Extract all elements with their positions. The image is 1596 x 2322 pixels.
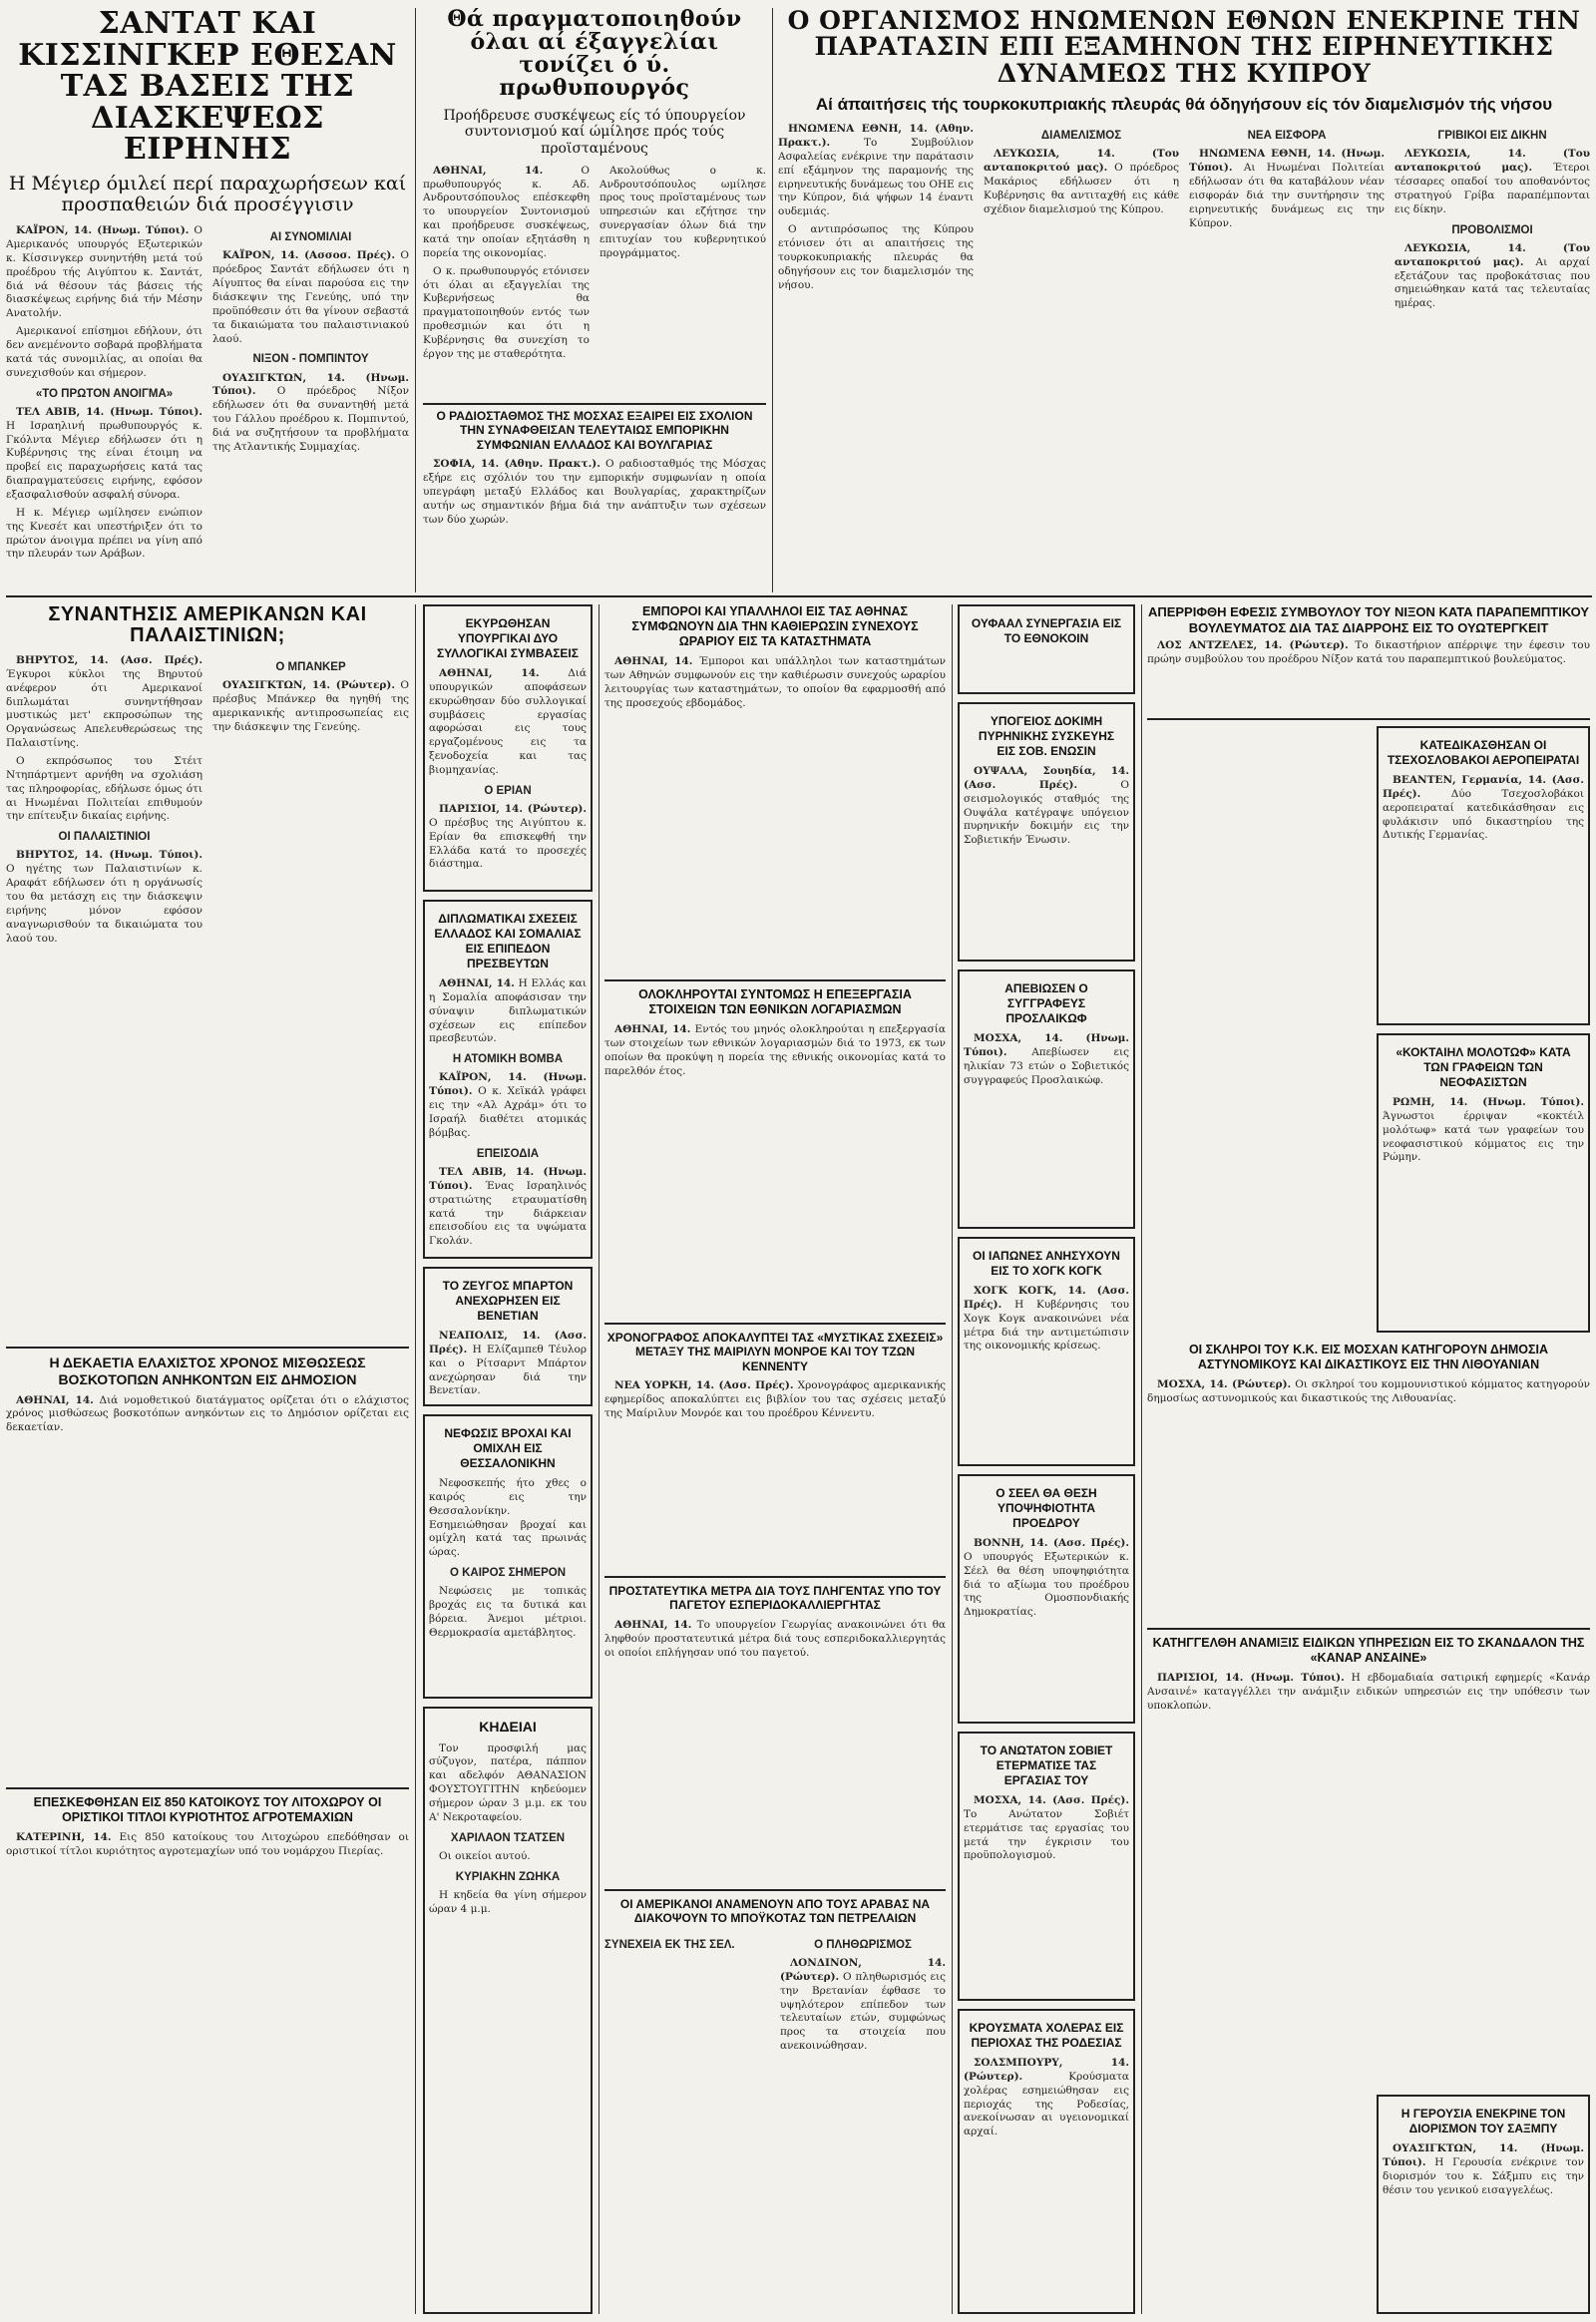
lead-headline: ΣΑΝΤΑΤ ΚΑΙ ΚΙΣΣΙΝΓΚΕΡ ΕΘΕΣΑΝ ΤΑΣ ΒΑΣΕΙΣ ΤΗΣ ΔΙΑΣΚΕΨΕΩΣ ΕΙΡΗΝΗΣ — [18, 8, 397, 167]
frost-headline: ΠΡΟΣΤΑΤΕΥΤΙΚΑ ΜΕΤΡΑ ΔΙΑ ΤΟΥΣ ΠΛΗΓΕΝΤΑΣ ΥΠΟ ΤΟΥ ΠΑΓΕΤΟΥ ΕΣΠΕΡΙΔΟΚΑΛΛΙΕΡΓΗΤΑΣ — [608, 1584, 942, 1613]
box-headline: ΟΙ ΙΑΠΩΝΕΣ ΑΝΗΣΥΧΟΥΝ ΕΙΣ ΤΟ ΧΟΓΚ ΚΟΓΚ — [973, 1249, 1120, 1278]
box-headline: ΚΡΟΥΣΜΑΤΑ ΧΟΛΕΡΑΣ ΕΙΣ ΠΕΡΙΟΧΑΣ ΤΗΣ ΡΟΔΕΣΙΑΣ — [969, 2021, 1124, 2050]
box-ufaal — [958, 604, 1135, 694]
column-rule — [598, 604, 599, 2314]
dateline: ΑΘΗΝΑΙ, 14. — [439, 667, 540, 679]
body-text: Αι αρχαί εξετάζουν τας προβοκάτσιας που σημειώθηκαν κατά τας τελευταίας ημέρας. — [1395, 255, 1590, 310]
section-heading: ΣΥΝΕΧΕΙΑ ΕΚ ΤΗΣ ΣΕΛ. — [604, 1938, 735, 1951]
story-lithuania — [1147, 1343, 1590, 1622]
body-text: Η Ελίζαμπεθ Τέυλορ και ο Ρίτσαρντ Μπάρτον ανεχώρησαν διά την Βενετίαν. — [429, 1343, 587, 1397]
body-text: Ο αντιπρόσωπος της Κύπρου ετόνισεν ότι αι απαιτήσεις της τουρκοκυπριακής πλευράς θα οδηγήσουν εις τον διαμελισμόν της νήσου. — [778, 223, 974, 291]
body-text: Ένας Ισραηλινός στρατιώτης ετραυματίσθη κατά την διάρκειαν επεισοδίου εις τα υψώματα Γκολάν. — [429, 1179, 587, 1248]
body-text: Το υπουργείον Γεωργίας ανακοινώνει ότι θα ληφθούν προστατευτικά μέτρα διά τους εσπεριδοκαλλιεργητάς οι οποίοι επλήγησαν υπό του παγετού. — [604, 1618, 946, 1659]
body-text: Αι Ηνωμέναι Πολιτείαι εδήλωσαν ότι θα καταβάλουν νέαν εισφοράν διά την συντήρησιν της ειρηνευτικής δυνάμεως εις την Κύπρον. — [1189, 162, 1385, 229]
body-text: Ο πρόεδρος Νίξον εδήλωσεν ότι θα συναντηθή μετά του Γάλλου προέδρου κ. Πομπιντού, διά να συζητήσουν τα προβλήματα της Ατλαντικής Συμμαχίας. — [212, 385, 409, 453]
column-rule — [415, 604, 416, 2314]
body-text: Ο Αμερικανός υπουργός Εξωτερικών κ. Κίσσινγκερ συνηντήθη μετά τού προέδρου τής Αιγύπτου κ. Σαντάτ, διά νά θέσουν τάς βάσεις τής διασκέψεως ειρήνης διά τήν Μέσην Ανατολήν. — [6, 224, 202, 320]
section-heading: «ΤΟ ΠΡΩΤΟΝ ΑΝΟΙΓΜΑ» — [35, 387, 174, 400]
litochoro-headline: ΕΠΕΣΚΕΦΘΗΣΑΝ ΕΙΣ 850 ΚΑΤΟΙΚΟΥΣ ΤΟΥ ΛΙΤΟΧΩΡΟΥ ΟΙ ΟΡΙΣΤΙΚΟΙ ΤΙΤΛΟΙ ΚΥΡΙΟΤΗΤΟΣ ΑΓΡΟΤΕΜΑΧΙΩΝ — [33, 1795, 382, 1824]
section-rule — [6, 595, 1592, 597]
body-text: Έμποροι και υπάλληλοι των καταστημάτων των Αθηνών συμφωνούν εις την καθιέρωσιν συνεχούς ωραρίου λειτουργίας των καταστημάτων, το οποίον θα εφαρμοσθή από της προσεχούς εβδομάδος. — [604, 655, 946, 709]
body-text: Η κ. Μέγιερ ωμίλησεν ενώπιον της Κνεσέτ και υπεστήριξεν ότι το πρώτον άνοιγμα πρέπει να γίνη από την πλευράν των Αράβων. — [6, 506, 202, 561]
dateline: ΚΑΪΡΟΝ, 14. (Ασσοσ. Πρές). — [222, 249, 396, 262]
dateline: ΟΥΨΑΛΑ, Σουηδία, 14. (Ασσ. Πρές). — [964, 765, 1129, 791]
body-text: Κρούσματα χολέρας εσημειώθησαν εις περιοχάς της Ροδεσίας, ανεκοίνωσαν αι υγειονομικαί αρχαί. — [964, 2070, 1129, 2138]
section-heading: ΝΙΞΟΝ - ΠΟΜΠΙΝΤΟΥ — [252, 353, 369, 366]
body-text: Ο εκπρόσωπος του Στέιτ Ντηπάρτμεντ αρνήθη να σχολιάση τας πληροφορίας, εδήλωσε όμως ότι αι Ηνωμέναι Πολιτείαι επιθυμούν την επίτευξιν δικαίας ειρήνης. — [6, 755, 202, 823]
palestinians-headline: ΣΥΝΑΝΤΗΣΙΣ ΑΜΕΡΙΚΑΝΩΝ ΚΑΙ ΠΑΛΑΙΣΤΙΝΙΩΝ; — [48, 604, 367, 646]
box-supreme-soviet — [958, 1732, 1135, 2001]
section-heading: ΟΙ ΠΑΛΑΙΣΤΙΝΙΟΙ — [58, 831, 151, 844]
dateline: ΠΑΡΙΣΙΟΙ, 14. (Ρώυτερ). — [439, 803, 587, 816]
box-burton-couple — [423, 1267, 593, 1406]
body-text: Ο πρωθυπουργός κ. Αδ. Ανδρουτσόπουλος επέσκεφθη το υπουργείον Συντονισμού και προήδρευσε συσκέψεως, κατά την οποίαν εξητάσθη η πορεία της οικονομίας. — [423, 164, 590, 259]
story-monroe-kennedy — [604, 1331, 946, 1570]
section-rule — [604, 1576, 946, 1578]
dateline: ΑΘΗΝΑΙ, 14. — [16, 1393, 94, 1406]
section-heading: Ο ΕΡΙΑΝ — [484, 784, 532, 797]
un-headline: Ο ΟΡΓΑΝΙΣΜΟΣ ΗΝΩΜΕΝΩΝ ΕΘΝΩΝ ΕΝΕΚΡΙΝΕ ΤΗΝ ΠΑΡΑΤΑΣΙΝ ΕΠΙ ΕΞΑΜΗΝΟΝ ΤΗΣ ΕΙΡΗΝΕΥΤΙΚΗΣ ΔΥΝΑΜΕΩΣ ΤΗΣ ΚΥΠΡΟΥ — [787, 8, 1581, 88]
story-canard-enchaine — [1147, 1636, 1590, 2085]
pm-subhead: Προήδρευσε συσκέψεως είς τό ύπουργείον συντονισμού καί ώμίλησε πρός τούς προϊσταμένους — [443, 108, 746, 157]
story-moscow-radio — [423, 409, 766, 593]
dateline: ΚΑΪΡΟΝ, 14. (Ηνωμ. Τύποι). — [16, 224, 190, 237]
body-text: Νεφοσκεπής ήτο χθες ο καιρός εις την Θεσσαλονίκην. Εσημειώθησαν βροχαί και ομίχλη κατά τας πρωινάς ώρας. — [429, 1477, 587, 1559]
section-rule — [1147, 718, 1590, 720]
dateline: ΒΗΡΥΤΟΣ, 14. (Ασσ. Πρές). — [16, 654, 202, 666]
box-molotov — [1377, 1033, 1590, 1333]
box-headline: ΑΠΕΒΙΩΣΕΝ Ο ΣΥΓΓΡΑΦΕΥΣ ΠΡΟΣΛΑΙΚΩΦ — [1004, 981, 1088, 1025]
un-subhead: Αί άπαιτήσεις τής τουρκοκυπριακής πλευράς θά όδηγήσουν είς τόν διαμελισμόν τής νήσου — [815, 94, 1553, 114]
body-text: Η Ισραηλινή πρωθυπουργός κ. Γκόλντα Μέγιερ εδήλωσεν ότι η Κυβέρνησις της είναι έτοιμη να προβεί εις παραχωρήσεις κατά τας διαπραγματεύσεις ειρήνης, εφόσον εξασφαλισθούν ασφαλή σύνορα. — [6, 419, 202, 501]
body-text: Εις 850 κατοίκους του Λιτοχώρου επεδόθησαν οι οριστικοί τίτλοι κυριότητος αγροτεμαχίων υπό του νομάρχου Πιερίας. — [6, 1831, 409, 1857]
dateline: ΛΕΥΚΩΣΙΑ, 14. (Του ανταποκριτού μας). — [1395, 241, 1590, 268]
box-scheel — [958, 1474, 1135, 1724]
box-hong-kong — [958, 1237, 1135, 1466]
body-text: Δύο Τσεχοσλοβάκοι αεροπειραταί κατεδικάσθησαν εις φυλάκισιν υπό δικαστηρίου της Δυτικής Γερμανίας. — [1383, 787, 1584, 842]
body-text: Άγνωστοι έρριψαν «κοκτέιλ μολότωφ» κατά των γραφείων του νεοφασιστικού κόμματος εις την Ρώμην. — [1383, 1109, 1584, 1164]
body-text: Ο πρόεδρος Σαντάτ εδήλωσεν ότι η Αίγυπτος θα είναι παρούσα εις την διάσκεψιν της Γενεύης, υπό την προϋπόθεσιν ότι θα γίνουν σεβαστά τα δικαιώματα του παλαιστινιακού λαού. — [212, 249, 409, 345]
nixon-advisor-headline: ΑΠΕΡΡΙΦΘΗ ΕΦΕΣΙΣ ΣΥΜΒΟΥΛΟΥ ΤΟΥ ΝΙΞΟΝ ΚΑΤΑ ΠΑΡΑΠΕΜΠΤΙΚΟΥ ΒΟΥΛΕΥΜΑΤΟΣ ΔΙΑ ΤΑΣ ΔΙΑΡΡΟΗΣ ΕΙΣ ΤΟ ΟΥΩΤΕΡΓΚΕΙΤ — [1147, 604, 1590, 635]
story-frost-measures — [604, 1584, 946, 1883]
body-text: Ο κ. Χεϊκάλ γράφει εις την «Αλ Αχράμ» ότι το Ισραήλ διαθέτει ατομικάς βόμβας. — [429, 1085, 588, 1139]
box-headline: ΥΠΟΓΕΙΟΣ ΔΟΚΙΜΗ ΠΥΡΗΝΙΚΗΣ ΣΥΣΚΕΥΗΣ ΕΙΣ ΣΟΒ. ΕΝΩΣΙΝ — [978, 714, 1115, 758]
box-writer-death — [958, 969, 1135, 1229]
section-rule — [6, 1787, 409, 1789]
section-rule — [1147, 1628, 1590, 1630]
box-headline: ΤΟ ΑΝΩΤΑΤΟΝ ΣΟΒΙΕΤ ΕΤΕΡΜΑΤΙΣΕ ΤΑΣ ΕΡΓΑΣΙΑΣ ΤΟΥ — [980, 1743, 1113, 1787]
section-heading: Ο ΜΠΑΝΚΕΡ — [275, 661, 346, 673]
body-text: Ο πρέσβυς Μπάνκερ θα ηγηθή της αμερικανικής αντιπροσωπείας εις την διάσκεψιν της Γενεύης. — [212, 679, 409, 733]
story-nixon-advisor — [1147, 604, 1590, 714]
section-heading: ΕΠΕΙΣΟΔΙΑ — [476, 1147, 540, 1160]
dateline: ΛΕΥΚΩΣΙΑ, 14. (Του ανταποκριτού μας). — [984, 148, 1179, 175]
body-text: Ο σεισμολογικός σταθμός της Ουψάλα κατέγραψε υπόγειον πυρηνικήν δοκιμήν εις την Σοβιετικήν Ένωσιν. — [964, 778, 1129, 847]
box-headline: ΟΥΦΑΑΛ ΣΥΝΕΡΓΑΣΙΑ ΕΙΣ ΤΟ ΕΘΝΟΚΟΙΝ — [971, 616, 1122, 645]
box-headline: ΔΙΠΛΩΜΑΤΙΚΑΙ ΣΧΕΣΕΙΣ ΕΛΛΑΔΟΣ ΚΑΙ ΣΟΜΑΛΙΑΣ ΕΙΣ ΕΠΙΠΕΔΟΝ ΠΡΕΣΒΕΥΤΩΝ — [434, 912, 582, 970]
oil-headline: ΟΙ ΑΜΕΡΙΚΑΝΟΙ ΑΝΑΜΕΝΟΥΝ ΑΠΟ ΤΟΥΣ ΑΡΑΒΑΣ ΝΑ ΔΙΑΚΟΨΟΥΝ ΤΟ ΜΠΟΫΚΟΤΑΖ ΤΩΝ ΠΕΤΡΕΛΑΙΩΝ — [619, 1897, 931, 1926]
body-text: Ακολούθως ο κ. Ανδρουτσόπουλος ωμίλησε προς τους προϊσταμένους των υπηρεσιών και εζήτησε την συνεργασίαν όλων διά την επιτυχίαν του κυβερνητικού προγράμματος. — [599, 164, 766, 259]
funeral-name: ΧΑΡΙΛΑΟΝ ΤΣΑΤΣΕΝ — [450, 1831, 566, 1844]
dateline: ΟΥΑΣΙΓΚΤΩΝ, 14. (Ρώυτερ). — [222, 679, 395, 692]
section-heading: Ο ΠΛΗΘΩΡΙΣΜΟΣ — [814, 1938, 912, 1951]
story-oil-boycott — [604, 1897, 946, 2314]
story-store-hours — [604, 604, 946, 973]
body-text: Ο ραδιοσταθμός της Μόσχας εξήρε εις σχόλιόν του την εμπορικήν συμφωνίαν η οποία υπεγράφη μεταξύ Ελλάδος και Βουλγαρίας, χαρακτηρίζων αυτήν ως σημαντικόν βήμα διά την ανάπτυξιν των σχέσεων των δύο χωρών. — [423, 458, 766, 526]
dateline: ΑΘΗΝΑΙ, 14. — [439, 977, 515, 989]
story-un-cyprus — [778, 8, 1590, 591]
dateline: ΟΥΑΣΙΓΚΤΩΝ, 14. (Ηνωμ. Τύποι). — [212, 371, 409, 398]
box-headline: ΤΟ ΖΕΥΓΟΣ ΜΠΑΡΤΟΝ ΑΝΕΧΩΡΗΣΕΝ ΕΙΣ ΒΕΝΕΤΙΑΝ — [442, 1279, 574, 1323]
story-americans-palestinians — [6, 604, 409, 1343]
funeral-name: ΚΥΡΙΑΚΗΝ ΖΩΗΚΑ — [455, 1870, 561, 1883]
dateline: ΧΟΓΚ ΚΟΓΚ, 14. (Ασσ. Πρές). — [964, 1285, 1129, 1311]
body-text: Ο ηγέτης των Παλαιστινίων κ. Αραφάτ εδήλωσεν ότι η οργάνωσίς του θα μετάσχη εις την διάσκεψιν ειρήνης μόνον εφόσον αναγνωρισθούν τα δικαιώματα του λαού του. — [6, 863, 202, 945]
story-prime-minister — [423, 8, 766, 402]
box-headline: Η ΓΕΡΟΥΣΙΑ ΕΝΕΚΡΙΝΕ ΤΟΝ ΔΙΟΡΙΣΜΟΝ ΤΟΥ ΣΑΞΜΠΥ — [1400, 2107, 1566, 2135]
dateline: ΠΑΡΙΣΙΟΙ, 14. (Ηνωμ. Τύποι). — [1157, 1672, 1345, 1684]
body-text: Ο υπουργός Εξωτερικών κ. Σέελ θα θέση υποψηφιότητα διά το αξίωμα του προέδρου της Ομοσπονδιακής Δημοκρατίας. — [964, 1550, 1129, 1619]
dateline: ΜΟΣΧΑ, 14. (Ηνωμ. Τύποι). — [964, 1032, 1129, 1058]
body-text: Εντός του μηνός ολοκληρούται η επεξεργασία των στοιχείων των εθνικών λογαριασμών διά το 1973, εκ των οποίων θα προκύψη η πορεία της εθνικής οικονομίας κατά το παρελθόν έτος. — [604, 1023, 946, 1077]
lead-subhead: Η Μέγιερ όμιλεί περί παραχωρήσεων καί προσπαθειών διά προσέγγισιν — [8, 172, 407, 216]
body-text: Διά νομοθετικού διατάγματος ορίζεται ότι ο ελάχιστος χρόνος μισθώσεως βοσκοτόπων ανηκόντων εις το Δημόσιον ορίζεται εις δεκαετίαν. — [6, 1393, 409, 1434]
lithuania-headline: ΟΙ ΣΚΛΗΡΟΙ ΤΟΥ Κ.Κ. ΕΙΣ ΜΟΣΧΑΝ ΚΑΤΗΓΟΡΟΥΝ ΔΗΜΟΣΙΑ ΑΣΤΥΝΟΜΙΚΟΥΣ ΚΑΙ ΔΙΚΑΣΤΙΚΟΥΣ ΕΙΣ ΤΗΝ ΛΙΘΟΥΑΝΙΑΝ — [1188, 1343, 1549, 1371]
dateline: ΣΟΦΙΑ, 14. (Αθην. Πρακτ.). — [433, 458, 600, 471]
body-text: Το Συμβούλιον Ασφαλείας ενέκρινε την παράτασιν επί εξάμηνον της παραμονής της ειρηνευτικής δυνάμεως του ΟΗΕ εις την Κύπρον, διά ψήφων 14 έναντι ουδεμιάς. — [778, 137, 974, 218]
section-rule — [604, 1323, 946, 1325]
dateline: ΛΟΝΔΙΝΟΝ, 14. (Ρώυτερ). — [780, 1956, 946, 1983]
body-text: Διά υπουργικών αποφάσεων εκυρώθησαν δύο συλλογικαί συμβάσεις εργασίας αφορώσαι εις τους εργαζομένους εις τα ξενοδοχεία και τας βιομηχανίας. — [429, 667, 587, 777]
box-headline: ΚΗΔΕΙΑΙ — [479, 1719, 537, 1735]
box-cholera — [958, 2009, 1135, 2314]
box-nuclear-test — [958, 702, 1135, 962]
body-text: Νεφώσεις με τοπικάς βροχάς εις τα δυτικά και βόρεια. Άνεμοι μέτριοι. Θερμοκρασία αμετάβλητος. — [429, 1585, 587, 1639]
column-rule — [952, 604, 953, 2314]
lead-story-sadat-kissinger — [6, 8, 409, 591]
section-rule — [6, 1347, 409, 1349]
section-heading: ΝΕΑ ΕΙΣΦΟΡΑ — [1247, 130, 1327, 143]
body-text: Τον προσφιλή μας σύζυγον, πατέρα, πάππον και αδελφόν ΑΘΑΝΑΣΙΟΝ ΦΟΥΣΤΟΥΓΙΤΗΝ κηδεύομεν σήμερον ώραν 3 μ.μ. εκ του Α' Νεκροταφείου. — [429, 1742, 587, 1823]
dateline: ΒΟΝΝΗ, 14. (Ασσ. Πρές). — [974, 1537, 1129, 1549]
body-text: Έγκυροι κύκλοι της Βηρυτού ανέφερον ότι Αμερικανοί διπλωμάται συνηντήθησαν μυστικώς μετ' εκπροσώπων της Οργανώσεως Απελευθερώσεως της Παλαιστίνης. — [6, 667, 202, 750]
body-text: Οι οικείοι αυτού. — [439, 1849, 531, 1862]
grazing-headline: Η ΔΕΚΑΕΤΙΑ ΕΛΑΧΙΣΤΟΣ ΧΡΟΝΟΣ ΜΙΣΘΩΣΕΩΣ ΒΟΣΚΟΤΟΠΩΝ ΑΝΗΚΟΝΤΩΝ ΕΙΣ ΔΗΜΟΣΙΟΝ — [49, 1354, 366, 1387]
dateline: ΛΟΣ ΑΝΤΖΕΛΕΣ, 14. (Ρώυτερ). — [1157, 639, 1349, 652]
dateline: ΜΟΣΧΑ, 14. (Ρώυτερ). — [1157, 1378, 1292, 1390]
body-text: Ο πρέσβυς της Αιγύπτου κ. Ερίαν θα επισκεφθή την Ελλάδα κατά το προσεχές διάστημα. — [429, 816, 587, 871]
section-rule — [604, 979, 946, 981]
body-text: Χρονογράφος αμερικανικής εφημερίδος αποκαλύπτει εις βιβλίον του τας σχέσεις μεταξύ της Μαίριλυν Μονρόε και του προέδρου Κέννεντυ. — [604, 1379, 946, 1419]
box-labour-contracts — [423, 604, 593, 892]
dateline: ΑΘΗΝΑΙ, 14. — [614, 1023, 691, 1035]
section-rule — [423, 403, 766, 405]
box-headline: ΚΑΤΕΔΙΚΑΣΘΗΣΑΝ ΟΙ ΤΣΕΧΟΣΛΟΒΑΚΟΙ ΑΕΡΟΠΕΙΡΑΤΑΙ — [1387, 738, 1580, 767]
section-heading: ΔΙΑΜΕΛΙΣΜΟΣ — [1040, 130, 1122, 143]
section-heading: ΓΡΙΒΙΚΟΙ ΕΙΣ ΔΙΚΗΝ — [1437, 130, 1547, 143]
dateline: ΑΘΗΝΑΙ, 14. — [614, 655, 693, 667]
box-headline: Ο ΣΕΕΛ ΘΑ ΘΕΣΗ ΥΠΟΨΗΦΙΟΤΗΤΑ ΠΡΟΕΔΡΟΥ — [996, 1486, 1097, 1530]
dateline: ΤΕΛ ΑΒΙΒ, 14. (Ηνωμ. Τύποι). — [16, 405, 202, 418]
body-text: Η Κυβέρνησις του Χογκ Κογκ ανακοινώνει νέα μέτρα διά την αντιμετώπισιν της οικονομικής κρίσεως. — [964, 1298, 1129, 1353]
body-text: Απεβίωσεν εις ηλικίαν 73 ετών ο Σοβιετικός συγγραφεύς Προσλαικώφ. — [964, 1045, 1129, 1086]
national-accounts-headline: ΟΛΟΚΛΗΡΟΥΤΑΙ ΣΥΝΤΟΜΩΣ Η ΕΠΕΞΕΡΓΑΣΙΑ ΣΤΟΙΧΕΙΩΝ ΤΩΝ ΕΘΝΙΚΩΝ ΛΟΓΑΡΙΑΣΜΩΝ — [638, 987, 912, 1016]
body-text: Η Ελλάς και η Σομαλία αποφάσισαν την σύναψιν διπλωματικών σχέσεων εις επίπεδον πρεσβευτών. — [429, 977, 587, 1045]
dateline: ΝΕΑΠΟΛΙΣ, 14. (Ασσ. Πρές). — [429, 1330, 587, 1355]
dateline: ΑΘΗΝΑΙ, 14. — [433, 164, 544, 177]
story-national-accounts — [604, 987, 946, 1317]
column-rule — [772, 8, 773, 592]
dateline: ΗΝΩΜΕΝΑ ΕΘΝΗ, 14. (Αθην. Πρακτ.). — [778, 123, 974, 149]
dateline: ΟΥΑΣΙΓΚΤΩΝ, 14. (Ηνωμ. Τύποι). — [1383, 2142, 1584, 2168]
box-czech-hijackers — [1377, 726, 1590, 1025]
section-heading: ΑΙ ΣΥΝΟΜΙΛΙΑΙ — [269, 231, 352, 244]
body-text: Η Γερουσία ενέκρινε τον διορισμόν του κ. Σάξμπυ εις την θέσιν του γενικού εισαγγελέως. — [1383, 2155, 1584, 2196]
body-text: Ο κ. πρωθυπουργός ετόνισεν ότι όλαι αι εξαγγελίαι της Κυβερνήσεως θα πραγματοποιηθούν εντός των προθεσμιών και ότι η Κυβέρνησις θα συνεχίση το έργον της με σταθερότητα. — [423, 264, 590, 360]
section-heading: Η ΑΤΟΜΙΚΗ ΒΟΜΒΑ — [452, 1053, 564, 1066]
body-text: Το δικαστήριον απέρριψε την έφεσιν του πρώην συμβούλου του προέδρου Νίξον κατά του παραπεμπτικού βουλεύματος. — [1147, 639, 1590, 666]
dateline: ΜΟΣΧΑ, 14. (Ασσ. Πρές). — [974, 1794, 1129, 1806]
store-hours-headline: ΕΜΠΟΡΟΙ ΚΑΙ ΥΠΑΛΛΗΛΟΙ ΕΙΣ ΤΑΣ ΑΘΗΝΑΣ ΣΥΜΦΩΝΟΥΝ ΔΙΑ ΤΗΝ ΚΑΘΙΕΡΩΣΙΝ ΣΥΝΕΧΟΥΣ ΩΡΑΡΙΟΥ ΕΙΣ ΤΑ ΚΑΤΑΣΤΗΜΑΤΑ — [631, 604, 919, 648]
body-text: Ο πληθωρισμός εις την Βρετανίαν έφθασε το υψηλότερον επίπεδον των τελευταίων ετών, συμφώνως προς τα στοιχεία που ανεκοινώθησαν. — [780, 1970, 946, 2053]
box-weather — [423, 1414, 593, 1699]
section-heading: ΠΡΟΒΟΛΙΣΜΟΙ — [1451, 223, 1533, 236]
body-text: Αμερικανοί επίσημοι εδήλουν, ότι δεν ανεμένοντο σοβαρά προβλήματα κατά τάς συνομιλίας, αι οποίαι θα συνεχισθούν και σήμερον. — [6, 325, 202, 379]
body-text: Οι σκληροί του κομμουνιστικού κόμματος κατηγορούν δημοσίως αστυνομικούς και δικαστικούς της Λιθουανίας. — [1147, 1378, 1590, 1404]
dateline: ΡΩΜΗ, 14. (Ηνωμ. Τύποι). — [1393, 1096, 1584, 1108]
story-litochoro-titles — [6, 1795, 409, 2314]
dateline: ΒΗΡΥΤΟΣ, 14. (Ηνωμ. Τύποι). — [16, 849, 202, 862]
story-grazing-lease — [6, 1354, 409, 1783]
dateline: ΤΕΛ ΑΒΙΒ, 14. (Ηνωμ. Τύποι). — [429, 1165, 587, 1192]
dateline: ΗΝΩΜΕΝΑ ΕΘΝΗ, 14. (Ηνωμ. Τύποι). — [1189, 148, 1385, 175]
canard-headline: ΚΑΤΗΓΓΕΛΘΗ ΑΝΑΜΙΞΙΣ ΕΙΔΙΚΩΝ ΥΠΗΡΕΣΙΩΝ ΕΙΣ ΤΟ ΣΚΑΝΔΑΛΟΝ ΤΗΣ «ΚΑΝΑΡ ΑΝΣΑΙΝΕ» — [1152, 1636, 1585, 1665]
pm-headline: Θά πραγματοποιηθούν όλαι αί έξαγγελίαι τονίζει ό ύ. πρωθυπουργός — [447, 8, 742, 102]
box-headline: «ΚΟΚΤΑΙΗΛ ΜΟΛΟΤΩΦ» ΚΑΤΑ ΤΩΝ ΓΡΑΦΕΙΩΝ ΤΩΝ ΝΕΟΦΑΣΙΣΤΩΝ — [1396, 1045, 1571, 1089]
column-rule — [415, 8, 416, 592]
dateline: ΚΑΪΡΟΝ, 14. (Ηνωμ. Τύποι). — [429, 1071, 587, 1098]
dateline: ΒΕΑΝΤΕΝ, Γερμανία, 14. (Ασσ. Πρές). — [1383, 774, 1584, 800]
section-heading: Ο ΚΑΙΡΟΣ ΣΗΜΕΡΟΝ — [449, 1567, 567, 1580]
moscow-headline: Ο ΡΑΔΙΟΣΤΑΘΜΟΣ ΤΗΣ ΜΟΣΧΑΣ ΕΞΑΙΡΕΙ ΕΙΣ ΣΧΟΛΙΟΝ ΤΗΝ ΣΥΝΑΦΘΕΙΣΑΝ ΤΕΛΕΥΤΑΙΩΣ ΕΜΠΟΡΙΚΗΝ ΣΥΜΦΩΝΙΑΝ ΕΛΛΑΔΟΣ ΚΑΙ ΒΟΥΛΓΑΡΙΑΣ — [436, 409, 753, 452]
box-greece-somalia — [423, 900, 593, 1259]
dateline: ΝΕΑ ΥΟΡΚΗ, 14. (Ασσ. Πρές). — [614, 1379, 794, 1392]
dateline: ΛΕΥΚΩΣΙΑ, 14. (Του ανταποκριτού μας). — [1395, 148, 1590, 175]
body-text: Έτεροι τέσσαρες οπαδοί του αποθανόντος στρατηγού Γρίβα παραπέμπονται εις δίκην. — [1395, 162, 1590, 215]
box-senate-saxbe — [1377, 2095, 1590, 2314]
section-rule — [604, 1889, 946, 1891]
column-rule — [1141, 604, 1142, 2314]
body-text: Η κηδεία θα γίνη σήμερον ώραν 4 μ.μ. — [429, 1888, 587, 1915]
dateline: ΑΘΗΝΑΙ, 14. — [614, 1618, 692, 1631]
box-headline: ΝΕΦΩΣΙΣ ΒΡΟΧΑΙ ΚΑΙ ΟΜΙΧΛΗ ΕΙΣ ΘΕΣΣΑΛΟΝΙΚΗΝ — [444, 1426, 572, 1470]
body-text: Το Ανώτατον Σοβιέτ ετερμάτισε τας εργασίας του μετά την έγκρισιν του προϋπολογισμού. — [964, 1807, 1129, 1862]
monroe-headline: ΧΡΟΝΟΓΡΑΦΟΣ ΑΠΟΚΑΛΥΠΤΕΙ ΤΑΣ «ΜΥΣΤΙΚΑΣ ΣΧΕΣΕΙΣ» ΜΕΤΑΞΥ ΤΗΣ ΜΑΙΡΙΛΥΝ ΜΟΝΡΟΕ ΚΑΙ ΤΟΥ ΤΖΩΝ ΚΕΝΝΕΝΤΥ — [606, 1331, 944, 1373]
body-text: Η εβδομαδιαία σατιρική εφημερίς «Κανάρ Ανσαινέ» καταγγέλλει την ανάμιξιν ειδικών υπηρεσιών εις την υπόθεσιν των υποκλοπών. — [1147, 1672, 1590, 1712]
box-headline: ΕΚΥΡΩΘΗΣΑΝ ΥΠΟΥΡΓΙΚΑΙ ΔΥΟ ΣΥΛΛΟΓΙΚΑΙ ΣΥΜΒΑΣΕΙΣ — [437, 616, 579, 660]
dateline: ΚΑΤΕΡΙΝΗ, 14. — [16, 1831, 112, 1843]
box-funerals — [423, 1707, 593, 2314]
dateline: ΣΟΛΣΜΠΟΥΡΥ, 14. (Ρώυτερ). — [964, 2057, 1129, 2083]
body-text: Ο πρόεδρος Μακάριος εδήλωσεν ότι η Κυβέρνησις θα αντιταχθή εις κάθε σχέδιον διαμελισμού της Κύπρου. — [984, 162, 1179, 215]
